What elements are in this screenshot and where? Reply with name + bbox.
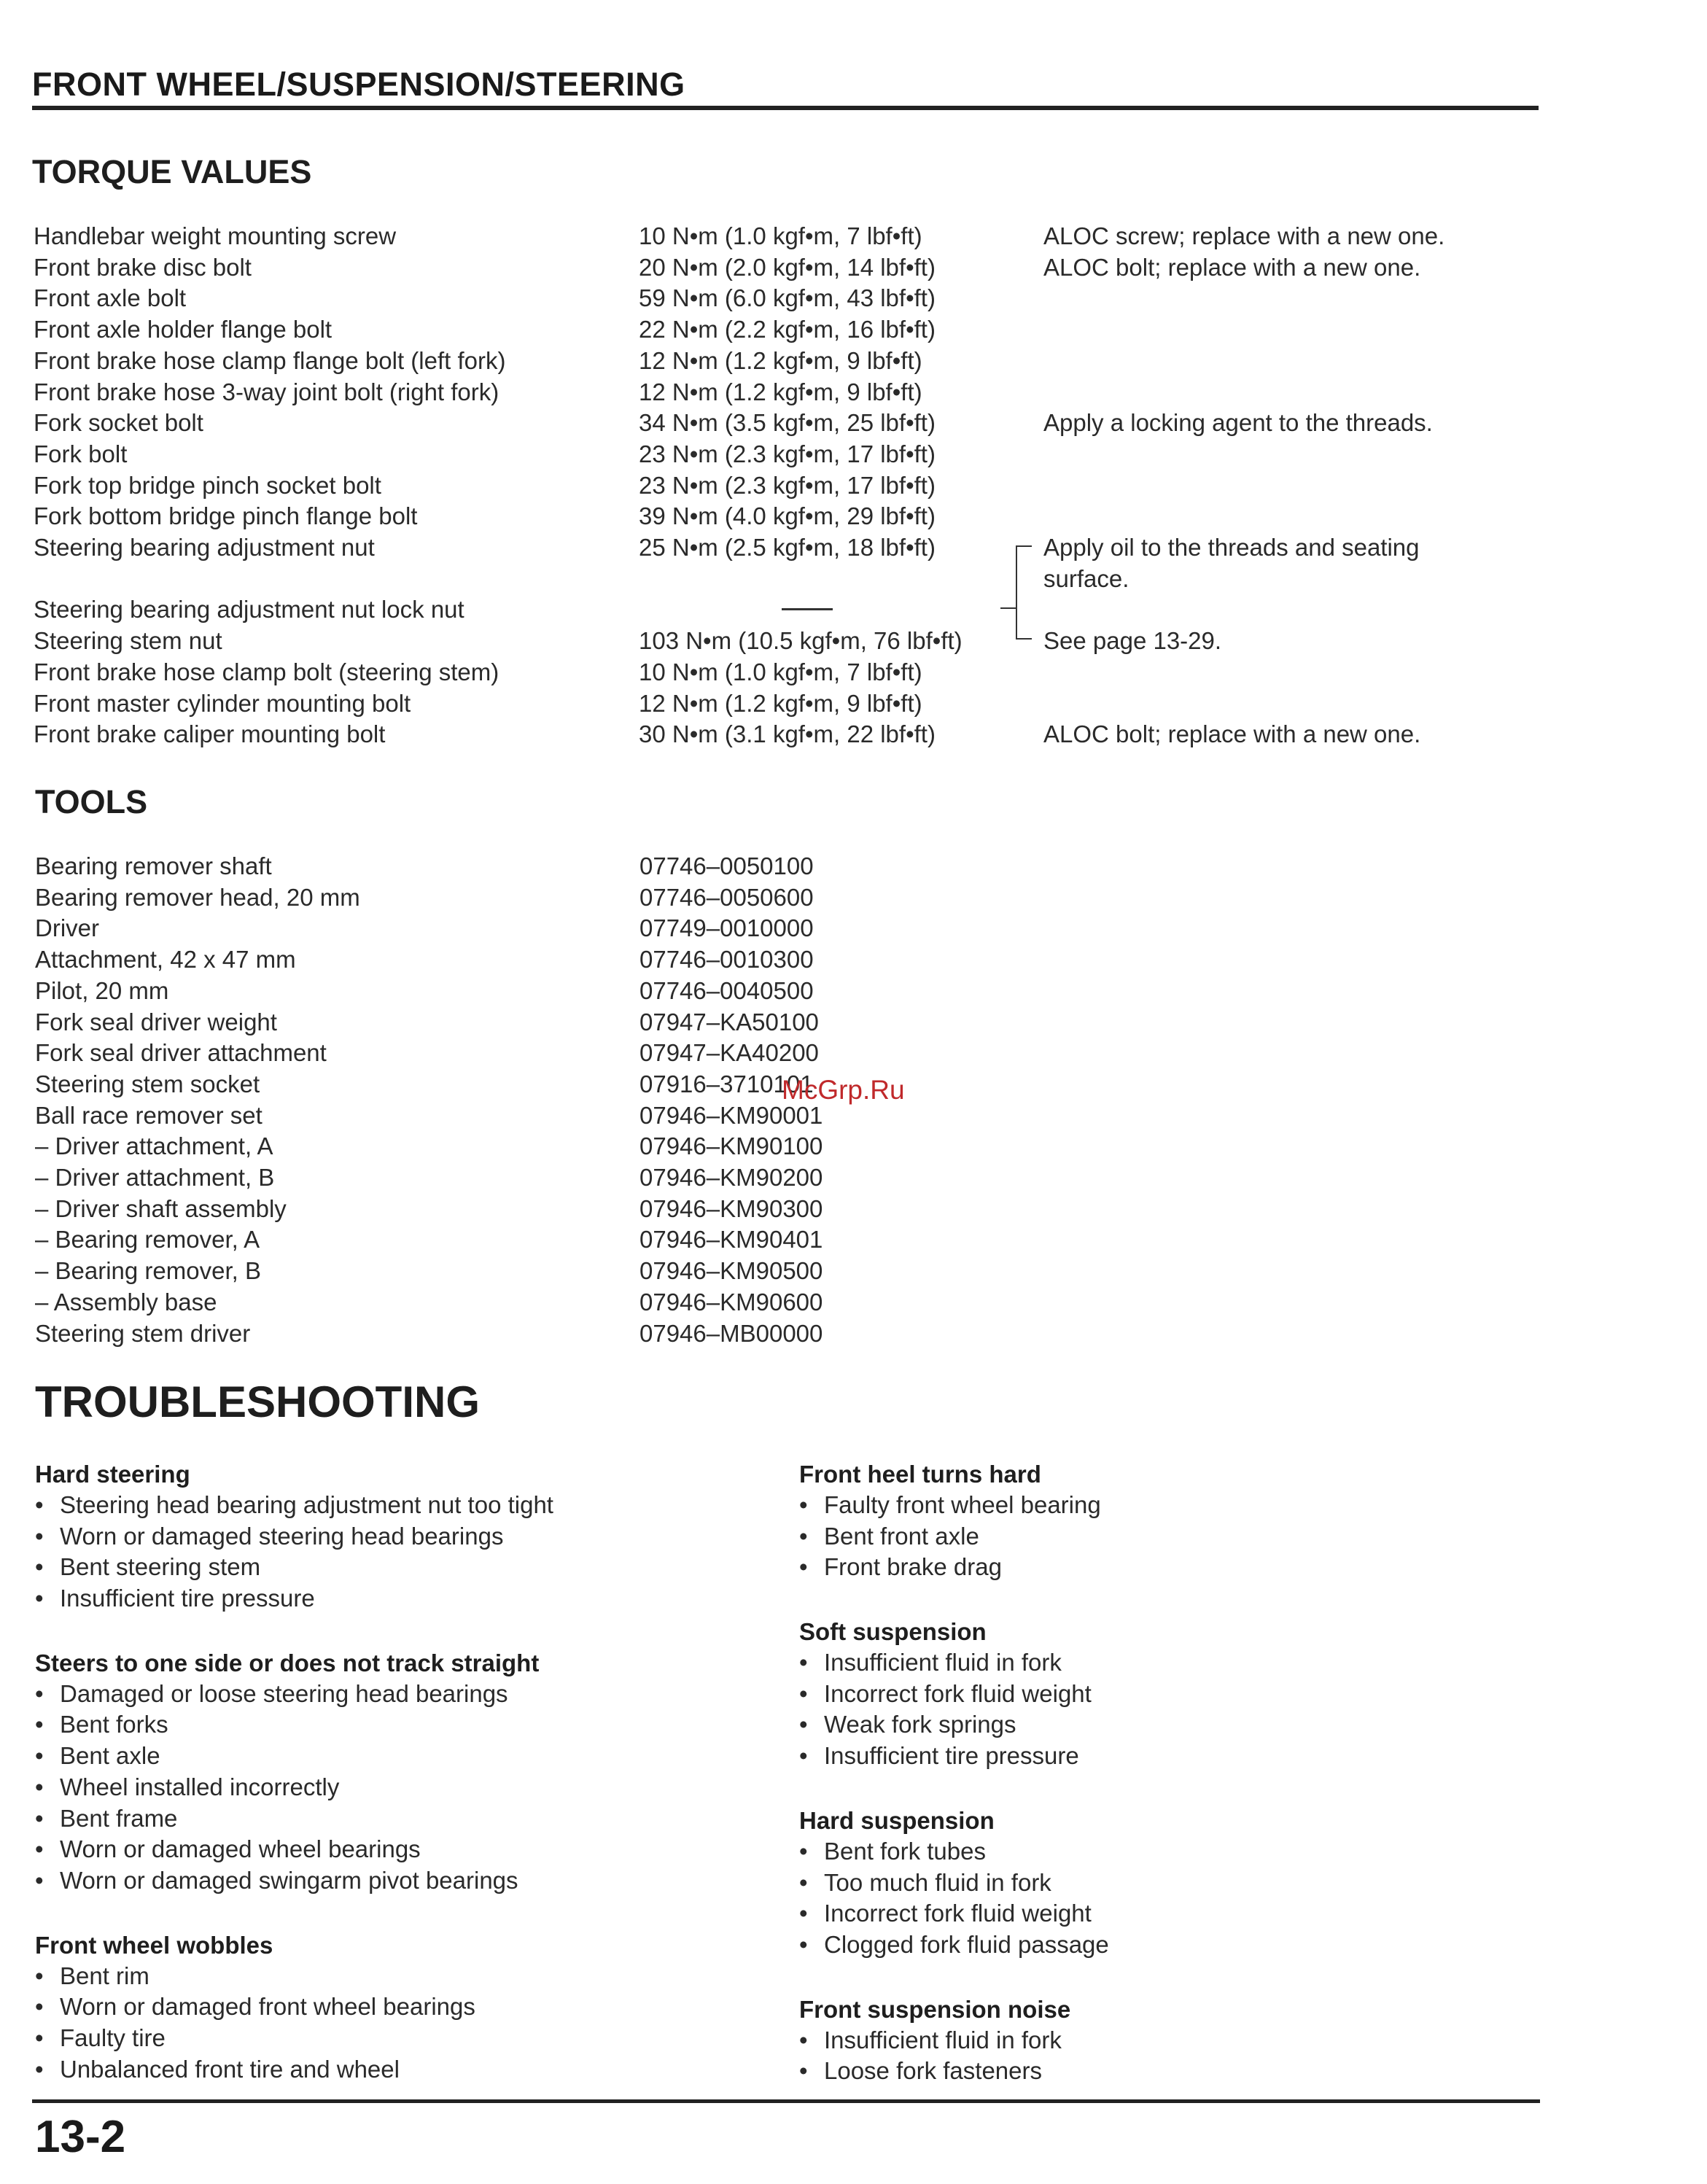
tool-part-number: 07746–0040500	[639, 976, 814, 1004]
torque-value: 12 N•m (1.2 kgf•m, 9 lbf•ft)	[639, 378, 922, 405]
cause-item	[35, 1490, 553, 1521]
troubleshooting-right-column	[799, 1458, 1109, 2087]
page-number: 13-2	[35, 2112, 126, 2162]
troubleshooting-heading: TROUBLESHOOTING	[35, 1377, 480, 1426]
symptom-heading: Front suspension noise	[799, 1995, 1071, 2023]
bullet: •	[799, 1522, 808, 1550]
bullet: •	[799, 1553, 808, 1581]
group-spacer	[35, 1614, 553, 1647]
tool-part-number: 07946–KM90200	[639, 1164, 823, 1191]
torque-value: 39 N•m (4.0 kgf•m, 29 lbf•ft)	[639, 502, 936, 530]
symptom-heading: Hard suspension	[799, 1806, 995, 1834]
torque-item-name: Front master cylinder mounting bolt	[34, 689, 411, 717]
torque-row	[0, 594, 1707, 625]
cause-text: Worn or damaged swingarm pivot bearings	[60, 1866, 518, 1894]
torque-value: 20 N•m (2.0 kgf•m, 14 lbf•ft)	[639, 253, 936, 281]
torque-row	[0, 345, 1707, 376]
group-spacer	[35, 1897, 553, 1930]
cause-text: Insufficient tire pressure	[824, 1742, 1079, 1770]
cause-text: Steering head bearing adjustment nut too tight	[60, 1491, 553, 1518]
cause-item	[35, 1834, 553, 1865]
torque-bracket-tick-middle	[1000, 607, 1016, 609]
cause-item	[799, 1836, 1109, 1868]
tool-name: Bearing remover head, 20 mm	[35, 883, 360, 911]
tool-row	[0, 1130, 1707, 1162]
cause-text: Too much fluid in fork	[824, 1868, 1051, 1896]
cause-text: Incorrect fork fluid weight	[824, 1679, 1092, 1707]
tool-name: – Driver shaft assembly	[35, 1194, 287, 1222]
cause-text: Bent forks	[60, 1711, 168, 1738]
cause-item	[35, 1741, 553, 1772]
tool-row	[0, 912, 1707, 944]
torque-value: 12 N•m (1.2 kgf•m, 9 lbf•ft)	[639, 346, 922, 374]
torque-row	[0, 688, 1707, 719]
tool-name: Bearing remover shaft	[35, 852, 272, 879]
cause-item	[35, 1803, 553, 1835]
tool-row	[0, 1037, 1707, 1068]
cause-text: Clogged fork fluid passage	[824, 1930, 1109, 1958]
torque-row	[0, 625, 1707, 656]
torque-value: 10 N•m (1.0 kgf•m, 7 lbf•ft)	[639, 658, 922, 685]
torque-note: Apply oil to the threads and seating	[1043, 534, 1420, 561]
cause-text: Bent fork tubes	[824, 1837, 986, 1865]
torque-item-name: Front brake hose clamp bolt (steering stem)	[34, 658, 499, 685]
tool-part-number: 07946–KM90500	[639, 1257, 823, 1285]
torque-value: 10 N•m (1.0 kgf•m, 7 lbf•ft)	[639, 222, 922, 249]
torque-item-name: Front brake caliper mounting bolt	[34, 720, 386, 748]
torque-item-name: Steering stem nut	[34, 627, 222, 655]
bullet: •	[35, 1773, 44, 1800]
bullet: •	[35, 1866, 44, 1894]
torque-row	[0, 314, 1707, 345]
cause-item	[799, 1741, 1109, 1772]
tool-name: Attachment, 42 x 47 mm	[35, 946, 296, 974]
torque-item-name: Steering bearing adjustment nut	[34, 534, 375, 561]
torque-value: 23 N•m (2.3 kgf•m, 17 lbf•ft)	[639, 471, 936, 499]
cause-text: Bent front axle	[824, 1522, 979, 1550]
tool-row	[0, 1318, 1707, 1349]
torque-row	[0, 252, 1707, 283]
cause-item	[799, 1679, 1109, 1710]
torque-note: See page 13-29.	[1043, 627, 1222, 655]
torque-row	[0, 500, 1707, 532]
torque-row	[0, 470, 1707, 501]
group-spacer	[799, 1583, 1109, 1616]
tool-name: – Bearing remover, A	[35, 1226, 260, 1254]
bullet: •	[799, 1711, 808, 1738]
tool-part-number: 07746–0010300	[639, 946, 814, 974]
cause-item	[799, 1490, 1109, 1521]
torque-row	[0, 532, 1707, 563]
torque-values-heading: TORQUE VALUES	[32, 153, 312, 190]
torque-item-name: Front axle bolt	[34, 284, 187, 312]
cause-text: Worn or damaged front wheel bearings	[60, 1993, 475, 2021]
bullet: •	[35, 1585, 44, 1612]
tool-row	[0, 1162, 1707, 1193]
torque-item-name: Front brake hose 3-way joint bolt (right fork)	[34, 378, 499, 405]
bullet: •	[35, 1679, 44, 1707]
cause-item	[35, 1865, 553, 1897]
torque-bracket-tick-bottom	[1016, 638, 1032, 640]
tools-heading: TOOLS	[35, 783, 148, 820]
cause-item	[35, 1552, 553, 1583]
cause-item	[799, 1709, 1109, 1741]
torque-value: 12 N•m (1.2 kgf•m, 9 lbf•ft)	[639, 689, 922, 717]
torque-row	[0, 438, 1707, 470]
cause-item	[799, 2025, 1109, 2056]
cause-text: Faulty tire	[60, 2024, 166, 2051]
bullet: •	[799, 1649, 808, 1676]
bullet: •	[35, 1553, 44, 1581]
troubleshooting-left-column	[35, 1458, 553, 2085]
torque-item-name: Fork bolt	[34, 440, 128, 467]
cause-item	[35, 2023, 553, 2054]
cause-text: Damaged or loose steering head bearings	[60, 1679, 508, 1707]
tool-row	[0, 1255, 1707, 1286]
torque-item-name: Front brake disc bolt	[34, 253, 252, 281]
tool-name: Pilot, 20 mm	[35, 976, 169, 1004]
cause-text: Insufficient fluid in fork	[824, 2026, 1062, 2053]
tool-name: – Bearing remover, B	[35, 1257, 261, 1285]
bullet: •	[35, 1993, 44, 2021]
cause-item	[799, 1647, 1109, 1679]
torque-row	[0, 220, 1707, 252]
cause-item	[35, 1991, 553, 2023]
torque-value: 103 N•m (10.5 kgf•m, 76 lbf•ft)	[639, 627, 963, 655]
bullet: •	[799, 1930, 808, 1958]
cause-text: Bent axle	[60, 1742, 160, 1770]
torque-note: ALOC bolt; replace with a new one.	[1043, 720, 1421, 748]
bullet: •	[799, 2057, 808, 2085]
tool-row	[0, 1193, 1707, 1224]
torque-item-name: Fork socket bolt	[34, 409, 203, 437]
symptom-heading: Front wheel wobbles	[35, 1931, 273, 1959]
cause-text: Front brake drag	[824, 1553, 1002, 1581]
torque-row	[0, 407, 1707, 438]
bullet: •	[35, 1742, 44, 1770]
tool-name: – Driver attachment, B	[35, 1164, 275, 1191]
tool-part-number: 07946–KM90001	[639, 1101, 823, 1129]
header-rule	[32, 106, 1539, 110]
tool-part-number: 07947–KA50100	[639, 1008, 819, 1035]
tool-part-number: 07946–KM90600	[639, 1288, 823, 1316]
torque-value: 59 N•m (6.0 kgf•m, 43 lbf•ft)	[639, 284, 936, 312]
torque-value: 25 N•m (2.5 kgf•m, 18 lbf•ft)	[639, 534, 936, 561]
torque-row	[0, 718, 1707, 750]
tool-part-number: 07946–KM90300	[639, 1194, 823, 1222]
cause-text: Bent rim	[60, 1962, 149, 1989]
torque-item-name: Fork bottom bridge pinch flange bolt	[34, 502, 418, 530]
tool-row	[0, 850, 1707, 882]
cause-item	[799, 1898, 1109, 1930]
tool-row	[0, 1286, 1707, 1318]
tool-name: Steering stem socket	[35, 1070, 260, 1097]
cause-text: Bent steering stem	[60, 1553, 261, 1581]
bullet: •	[799, 1742, 808, 1770]
group-spacer	[799, 1961, 1109, 1994]
tool-row	[0, 975, 1707, 1006]
torque-row	[0, 563, 1707, 594]
cause-item	[35, 1583, 553, 1614]
torque-value: 23 N•m (2.3 kgf•m, 17 lbf•ft)	[639, 440, 936, 467]
lock-nut-value-dash	[782, 608, 833, 610]
bullet: •	[35, 2024, 44, 2051]
tool-name: Steering stem driver	[35, 1319, 251, 1347]
cause-text: Weak fork springs	[824, 1711, 1016, 1738]
tool-row	[0, 882, 1707, 913]
cause-text: Bent frame	[60, 1804, 178, 1832]
cause-text: Loose fork fasteners	[824, 2057, 1042, 2085]
bullet: •	[799, 1837, 808, 1865]
cause-item	[35, 1709, 553, 1741]
tool-row	[0, 1224, 1707, 1255]
tool-name: Fork seal driver weight	[35, 1008, 277, 1035]
footer-rule	[32, 2099, 1540, 2103]
group-spacer	[799, 1772, 1109, 1805]
torque-row	[0, 376, 1707, 408]
torque-row	[0, 282, 1707, 314]
bullet: •	[799, 2026, 808, 2053]
torque-note: ALOC bolt; replace with a new one.	[1043, 253, 1421, 281]
cause-item	[35, 1961, 553, 1992]
tool-name: Driver	[35, 914, 99, 942]
torque-item-name: Handlebar weight mounting screw	[34, 222, 397, 249]
torque-note: Apply a locking agent to the threads.	[1043, 409, 1433, 437]
cause-item	[799, 2056, 1109, 2087]
cause-text: Worn or damaged steering head bearings	[60, 1522, 504, 1550]
bullet: •	[35, 1711, 44, 1738]
cause-text: Insufficient fluid in fork	[824, 1649, 1062, 1676]
cause-item	[799, 1930, 1109, 1961]
torque-note: ALOC screw; replace with a new one.	[1043, 222, 1445, 249]
bullet: •	[799, 1679, 808, 1707]
torque-value: 30 N•m (3.1 kgf•m, 22 lbf•ft)	[639, 720, 936, 748]
bullet: •	[35, 1522, 44, 1550]
cause-item	[35, 2054, 553, 2086]
tool-part-number: 07746–0050100	[639, 852, 814, 879]
cause-item	[799, 1552, 1109, 1583]
cause-item	[35, 1772, 553, 1803]
symptom-heading: Front heel turns hard	[799, 1461, 1041, 1488]
tool-part-number: 07947–KA40200	[639, 1039, 819, 1067]
cause-text: Insufficient tire pressure	[60, 1585, 315, 1612]
torque-value: 34 N•m (3.5 kgf•m, 25 lbf•ft)	[639, 409, 936, 437]
tool-name: – Driver attachment, A	[35, 1132, 273, 1160]
tool-name: Fork seal driver attachment	[35, 1039, 327, 1067]
torque-bracket-vertical	[1016, 545, 1017, 639]
bullet: •	[35, 1835, 44, 1863]
cause-text: Wheel installed incorrectly	[60, 1773, 340, 1800]
bullet: •	[799, 1868, 808, 1896]
torque-item-name: Fork top bridge pinch socket bolt	[34, 471, 381, 499]
tool-part-number: 07916–3710101	[639, 1070, 814, 1097]
tool-part-number: 07946–MB00000	[639, 1319, 823, 1347]
cause-item	[35, 1521, 553, 1552]
cause-item	[799, 1868, 1109, 1899]
torque-value: 22 N•m (2.2 kgf•m, 16 lbf•ft)	[639, 316, 936, 343]
torque-item-name: Front axle holder flange bolt	[34, 316, 333, 343]
tool-part-number: 07746–0050600	[639, 883, 814, 911]
bullet: •	[35, 1804, 44, 1832]
cause-text: Incorrect fork fluid weight	[824, 1900, 1092, 1927]
torque-item-name: Steering bearing adjustment nut lock nut	[34, 596, 464, 623]
symptom-heading: Soft suspension	[799, 1618, 987, 1646]
tool-row	[0, 944, 1707, 975]
tool-name: Ball race remover set	[35, 1101, 263, 1129]
tool-row	[0, 1006, 1707, 1038]
section-header-title: FRONT WHEEL/SUSPENSION/STEERING	[32, 66, 685, 103]
symptom-heading: Steers to one side or does not track straight	[35, 1649, 540, 1676]
bullet: •	[799, 1900, 808, 1927]
torque-item-name: Front brake hose clamp flange bolt (left fork)	[34, 346, 506, 374]
bullet: •	[35, 2055, 44, 2083]
torque-row	[0, 656, 1707, 688]
cause-item	[35, 1679, 553, 1710]
bullet: •	[799, 1491, 808, 1518]
bullet: •	[35, 1962, 44, 1989]
tool-part-number: 07749–0010000	[639, 914, 814, 942]
cause-item	[799, 1521, 1109, 1552]
cause-text: Worn or damaged wheel bearings	[60, 1835, 421, 1863]
torque-note: surface.	[1043, 564, 1129, 592]
torque-bracket-tick-top	[1016, 545, 1032, 547]
watermark-text: McGrp.Ru	[782, 1075, 905, 1105]
bullet: •	[35, 1491, 44, 1518]
tool-part-number: 07946–KM90401	[639, 1226, 823, 1254]
symptom-heading: Hard steering	[35, 1461, 190, 1488]
tool-part-number: 07946–KM90100	[639, 1132, 823, 1160]
cause-text: Unbalanced front tire and wheel	[60, 2055, 400, 2083]
tool-name: – Assembly base	[35, 1288, 217, 1316]
cause-text: Faulty front wheel bearing	[824, 1491, 1101, 1518]
